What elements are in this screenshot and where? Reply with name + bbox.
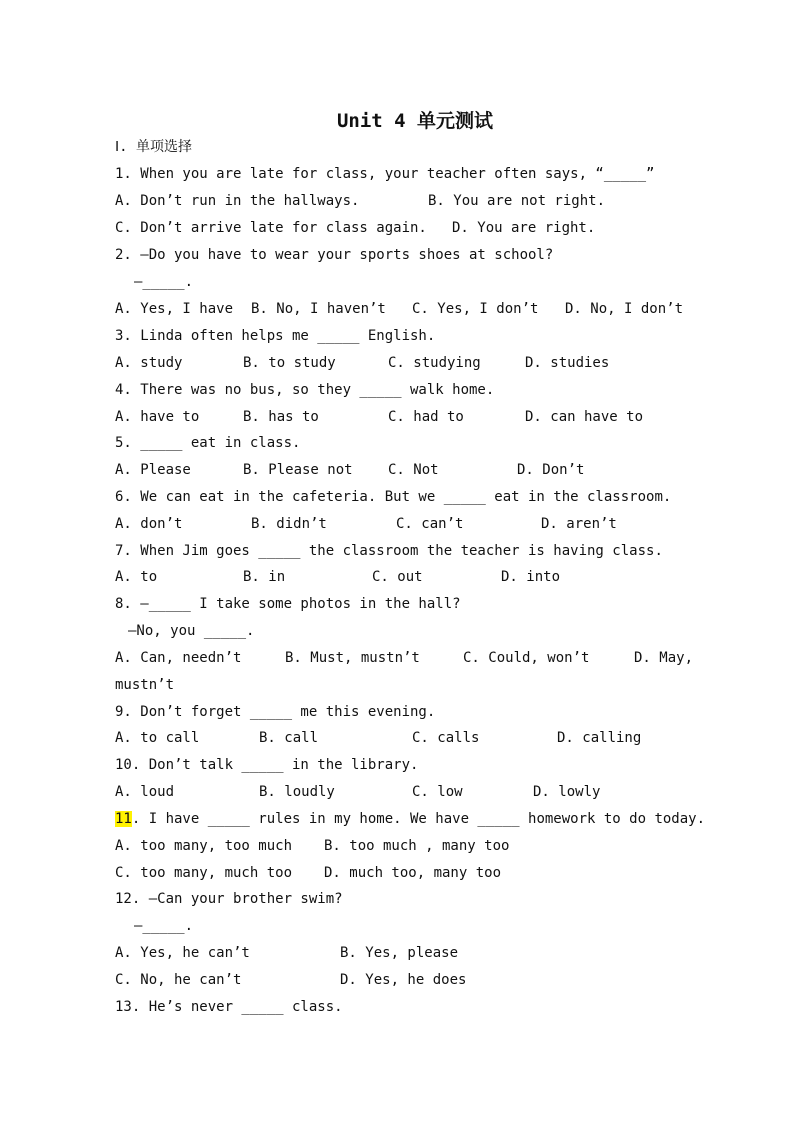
question-8-option-d: D. May,	[634, 650, 694, 666]
question-12-option-a: A. Yes, he can’t	[115, 945, 250, 961]
question-8-reply: —No, you _____.	[128, 623, 255, 639]
question-6-stem: 6. We can eat in the cafeteria. But we _____ eat in the classroom.	[115, 489, 672, 505]
question-1-stem: 1. When you are late for class, your teacher often says, “_____”	[115, 166, 655, 182]
question-10-stem: 10. Don’t talk _____ in the library.	[115, 757, 419, 773]
question-2-option-d: D. No, I don’t	[565, 301, 684, 317]
question-5-stem: 5. _____ eat in class.	[115, 435, 301, 451]
page-title: Unit 4 单元测试	[336, 110, 494, 132]
question-1-option-c: C. Don’t arrive late for class again.	[115, 220, 427, 236]
question-10-option-d: D. lowly	[533, 784, 601, 800]
question-2-reply: —_____.	[134, 274, 194, 290]
question-9-option-a: A. to call	[115, 730, 200, 746]
question-4-option-a: A. have to	[115, 409, 200, 425]
question-9-stem: 9. Don’t forget _____ me this evening.	[115, 704, 436, 720]
question-3-option-b: B. to study	[243, 355, 336, 371]
question-3-option-c: C. studying	[388, 355, 481, 371]
question-4-option-b: B. has to	[243, 409, 319, 425]
question-3-option-d: D. studies	[525, 355, 610, 371]
question-6-option-d: D. aren’t	[541, 516, 617, 532]
question-11-number-highlight: 11	[115, 811, 132, 827]
question-11-option-b: B. too much , many too	[324, 838, 510, 854]
question-4-option-c: C. had to	[388, 409, 464, 425]
question-9-option-c: C. calls	[412, 730, 480, 746]
question-3-stem: 3. Linda often helps me _____ English.	[115, 328, 436, 344]
question-7-option-b: B. in	[243, 569, 286, 585]
question-8-option-b: B. Must, mustn’t	[285, 650, 420, 666]
question-6-option-b: B. didn’t	[251, 516, 327, 532]
question-5-option-a: A. Please	[115, 462, 191, 478]
question-5-option-d: D. Don’t	[517, 462, 585, 478]
question-11-option-d: D. much too, many too	[324, 865, 502, 881]
question-10-option-c: C. low	[412, 784, 463, 800]
question-8-option-a: A. Can, needn’t	[115, 650, 242, 666]
question-5-option-b: B. Please not	[243, 462, 353, 478]
question-12-reply: —_____.	[134, 918, 194, 934]
question-7-stem: 7. When Jim goes _____ the classroom the teacher is having class.	[115, 543, 663, 559]
question-9-option-d: D. calling	[557, 730, 642, 746]
question-9-option-b: B. call	[259, 730, 319, 746]
question-4-stem: 4. There was no bus, so they _____ walk home.	[115, 382, 495, 398]
question-2-option-c: C. Yes, I don’t	[412, 301, 539, 317]
question-8-option-c: C. Could, won’t	[463, 650, 590, 666]
question-7-option-a: A. to	[115, 569, 158, 585]
question-1-option-a: A. Don’t run in the hallways.	[115, 193, 360, 209]
question-7-option-d: D. into	[501, 569, 561, 585]
question-6-option-c: C. can’t	[396, 516, 464, 532]
question-2-stem: 2. —Do you have to wear your sports shoes at school?	[115, 247, 554, 263]
question-11-option-c: C. too many, much too	[115, 865, 293, 881]
question-2-option-b: B. No, I haven’t	[251, 301, 386, 317]
question-8-stem: 8. —_____ I take some photos in the hall?	[115, 596, 461, 612]
question-12-option-c: C. No, he can’t	[115, 972, 242, 988]
question-11-option-a: A. too many, too much	[115, 838, 293, 854]
question-5-option-c: C. Not	[388, 462, 439, 478]
question-11-stem: . I have _____ rules in my home. We have _____ homework to do today.	[131, 811, 706, 827]
question-1-option-b: B. You are not right.	[428, 193, 606, 209]
question-11-stem-line	[115, 810, 706, 828]
question-3-option-a: A. study	[115, 355, 183, 371]
question-8-option-d-wrap: mustn’t	[115, 677, 175, 693]
question-12-option-b: B. Yes, please	[340, 945, 459, 961]
question-7-option-c: C. out	[372, 569, 423, 585]
question-4-option-d: D. can have to	[525, 409, 644, 425]
question-6-option-a: A. don’t	[115, 516, 183, 532]
question-10-option-a: A. loud	[115, 784, 175, 800]
section-heading: Ⅰ. 单项选择	[115, 139, 192, 155]
question-12-option-d: D. Yes, he does	[340, 972, 467, 988]
question-1-option-d: D. You are right.	[452, 220, 596, 236]
question-10-option-b: B. loudly	[259, 784, 335, 800]
question-13-stem: 13. He’s never _____ class.	[115, 999, 343, 1015]
question-12-stem: 12. —Can your brother swim?	[115, 891, 343, 907]
question-2-option-a: A. Yes, I have	[115, 301, 234, 317]
